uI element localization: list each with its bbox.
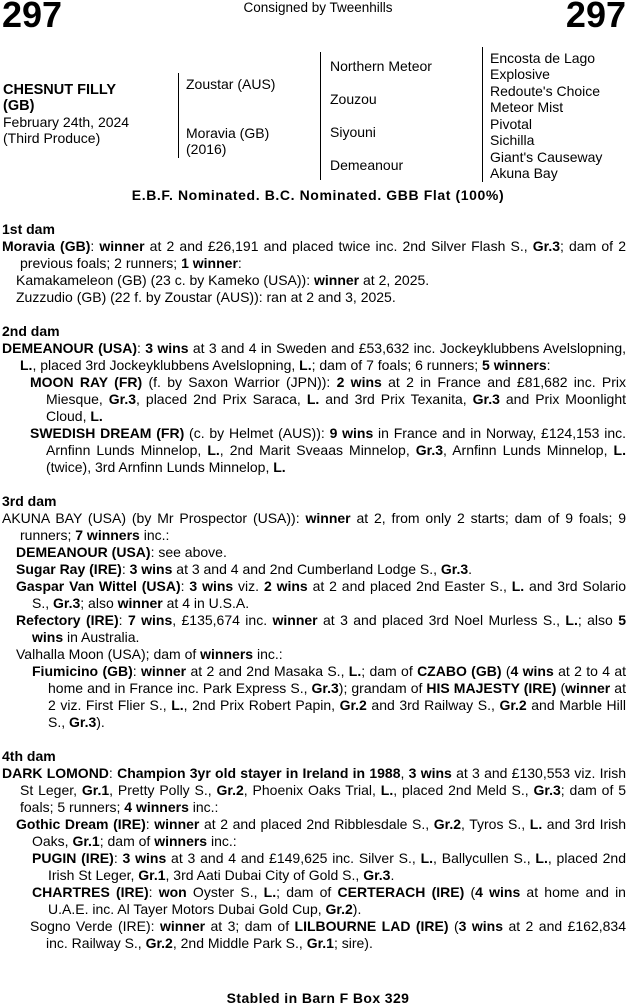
dam-year: (2016) <box>186 141 227 157</box>
entry-demeanour: DEMEANOUR (USA): 3 wins at 3 and 4 in Sweden and £53,632 inc. Jockeyklubbens Avelslopning, L., placed 3rd Jockeyklubbens Avelslopning, L.; dam of 7 foals; 6 runners; 5 winners: <box>2 340 626 373</box>
entry-moon-ray: MOON RAY (FR) (f. by Saxon Warrior (JPN)): 2 wins at 2 in France and £81,682 inc. Prix Miesque, Gr.3, placed 2nd Prix Saraca, L. and 3rd Prix Texanita, Gr.3 and Prix Moonlight Cloud, L. <box>30 374 627 424</box>
section-3rd-dam: 3rd dam <box>2 493 57 509</box>
entry-demeanour-3: DEMEANOUR (USA): see above. <box>16 544 227 560</box>
entry-sogno-verde: Sogno Verde (IRE): winner at 3; dam of LILBOURNE LAD (IRE) (3 wins at 2 and £162,834 inc. Railway S., Gr.2, 2nd Middle Park S., Gr.1; sire). <box>30 918 626 951</box>
sire-sire: Northern Meteor <box>330 58 432 74</box>
pedigree-bracket-3 <box>482 47 483 182</box>
section-4th-dam: 4th dam <box>2 748 56 764</box>
g3-8: Akuna Bay <box>490 165 558 181</box>
dam-name: Moravia (GB) <box>186 125 270 141</box>
section-1st-dam: 1st dam <box>2 221 55 237</box>
entry-dark-lomond: DARK LOMOND: Champion 3yr old stayer in Ireland in 1988, 3 wins at 3 and £130,553 viz. Irish St Leger, Gr.1, Pretty Polly S., Gr.2, Phoenix Oaks Trial, L., placed 2nd Meld S., Gr.3; dam of 5 foals; 5 runners; 4 winners inc.: <box>2 765 627 815</box>
lot-number-right: 297 <box>565 0 626 35</box>
entry-sugar-ray: Sugar Ray (IRE): 3 wins at 3 and 4 and 2nd Cumberland Lodge S., Gr.3. <box>16 561 473 577</box>
g3-1: Encosta de Lago <box>490 50 596 66</box>
stabling-info: Stabled in Barn F Box 329 <box>226 990 410 1006</box>
pedigree-bracket-1 <box>178 73 179 158</box>
entry-refectory: Refectory (IRE): 7 wins, £135,674 inc. winner at 3 and placed 3rd Noel Murless S., L.; also 5 wins in Australia. <box>16 612 626 645</box>
produce-note: (Third Produce) <box>3 130 101 146</box>
lot-number-left: 297 <box>2 0 63 35</box>
entry-swedish-dream: SWEDISH DREAM (FR) (c. by Helmet (AUS)): 9 wins in France and in Norway, £124,153 inc. Arnfinn Lunds Minnelop, L., 2nd Marit Sveaas Minnelop, Gr.3, Arnfinn Lunds Minnelop, L. (twice), 3rd Arnfinn Lunds Minnelop, L. <box>30 425 627 475</box>
pedigree-bracket-2 <box>320 52 321 180</box>
consignor: Consigned by Tweenhills <box>243 0 393 15</box>
dam <box>186 125 306 157</box>
g3-6: Sichilla <box>490 132 535 148</box>
sire: Zoustar (AUS) <box>186 76 276 92</box>
entry-valhalla-moon: Valhalla Moon (USA); dam of winners inc.: <box>16 646 283 662</box>
entry-fiumicino: Fiumicino (GB): winner at 2 and 2nd Masaka S., L.; dam of CZABO (GB) (4 wins at 2 to 4 at home and in France inc. Park Express S., Gr.3); grandam of HIS MAJESTY (IRE) (winner at 2 viz. First Flier S., L., 2nd Prix Robert Papin, Gr.2 and 3rd Railway S., Gr.2 and Marble Hill S., Gr.3). <box>32 663 627 730</box>
entry-kamakameleon: Kamakameleon (GB) (23 c. by Kameko (USA)): winner at 2, 2025. <box>16 272 430 288</box>
horse-country: (GB) <box>3 98 35 114</box>
sire-dam: Zouzou <box>330 91 377 107</box>
horse-sex-colour: CHESNUT FILLY <box>3 82 117 98</box>
g3-3: Redoute's Choice <box>490 83 601 99</box>
entry-akuna-bay: AKUNA BAY (USA) (by Mr Prospector (USA)): winner at 2, from only 2 starts; dam of 9 foals; 9 runners; 7 winners inc.: <box>2 510 627 543</box>
entry-chartres: CHARTRES (IRE): won Oyster S., L.; dam of CERTERACH (IRE) (4 wins at home and in U.A.E. inc. Al Tayer Motors Dubai Gold Cup, Gr.2). <box>32 884 626 917</box>
section-2nd-dam: 2nd dam <box>2 323 60 339</box>
entry-moravia: Moravia (GB): winner at 2 and £26,191 and placed twice inc. 2nd Silver Flash S., Gr.3; dam of 2 previous foals; 2 runners; 1 winner: <box>2 238 626 271</box>
dam-dam: Demeanour <box>330 157 404 173</box>
g3-7: Giant's Causeway <box>490 149 603 165</box>
catalogue-notes <box>2 221 626 952</box>
g3-2: Explosive <box>490 66 550 82</box>
g3-4: Meteor Mist <box>490 99 564 115</box>
g3-5: Pivotal <box>490 116 533 132</box>
horse-description <box>3 82 173 146</box>
nominations: E.B.F. Nominated. B.C. Nominated. GBB Flat (100%) <box>131 187 505 203</box>
entry-zuzzudio: Zuzzudio (GB) (22 f. by Zoustar (AUS)): ran at 2 and 3, 2025. <box>16 289 396 305</box>
dam-sire: Siyouni <box>330 124 376 140</box>
entry-gothic-dream: Gothic Dream (IRE): winner at 2 and placed 2nd Ribblesdale S., Gr.2, Tyros S., L. and 3rd Irish Oaks, Gr.1; dam of winners inc.: <box>16 816 627 849</box>
entry-pugin: PUGIN (IRE): 3 wins at 3 and 4 and £149,625 inc. Silver S., L., Ballycullen S., L., placed 2nd Irish St Leger, Gr.1, 3rd Aati Dubai City of Gold S., Gr.3. <box>32 850 626 883</box>
foaling-date: February 24th, 2024 <box>3 114 130 130</box>
entry-gaspar-van-wittel: Gaspar Van Wittel (USA): 3 wins viz. 2 wins at 2 and placed 2nd Easter S., L. and 3rd Solario S., Gr.3; also winner at 4 in U.S.A. <box>16 578 626 611</box>
